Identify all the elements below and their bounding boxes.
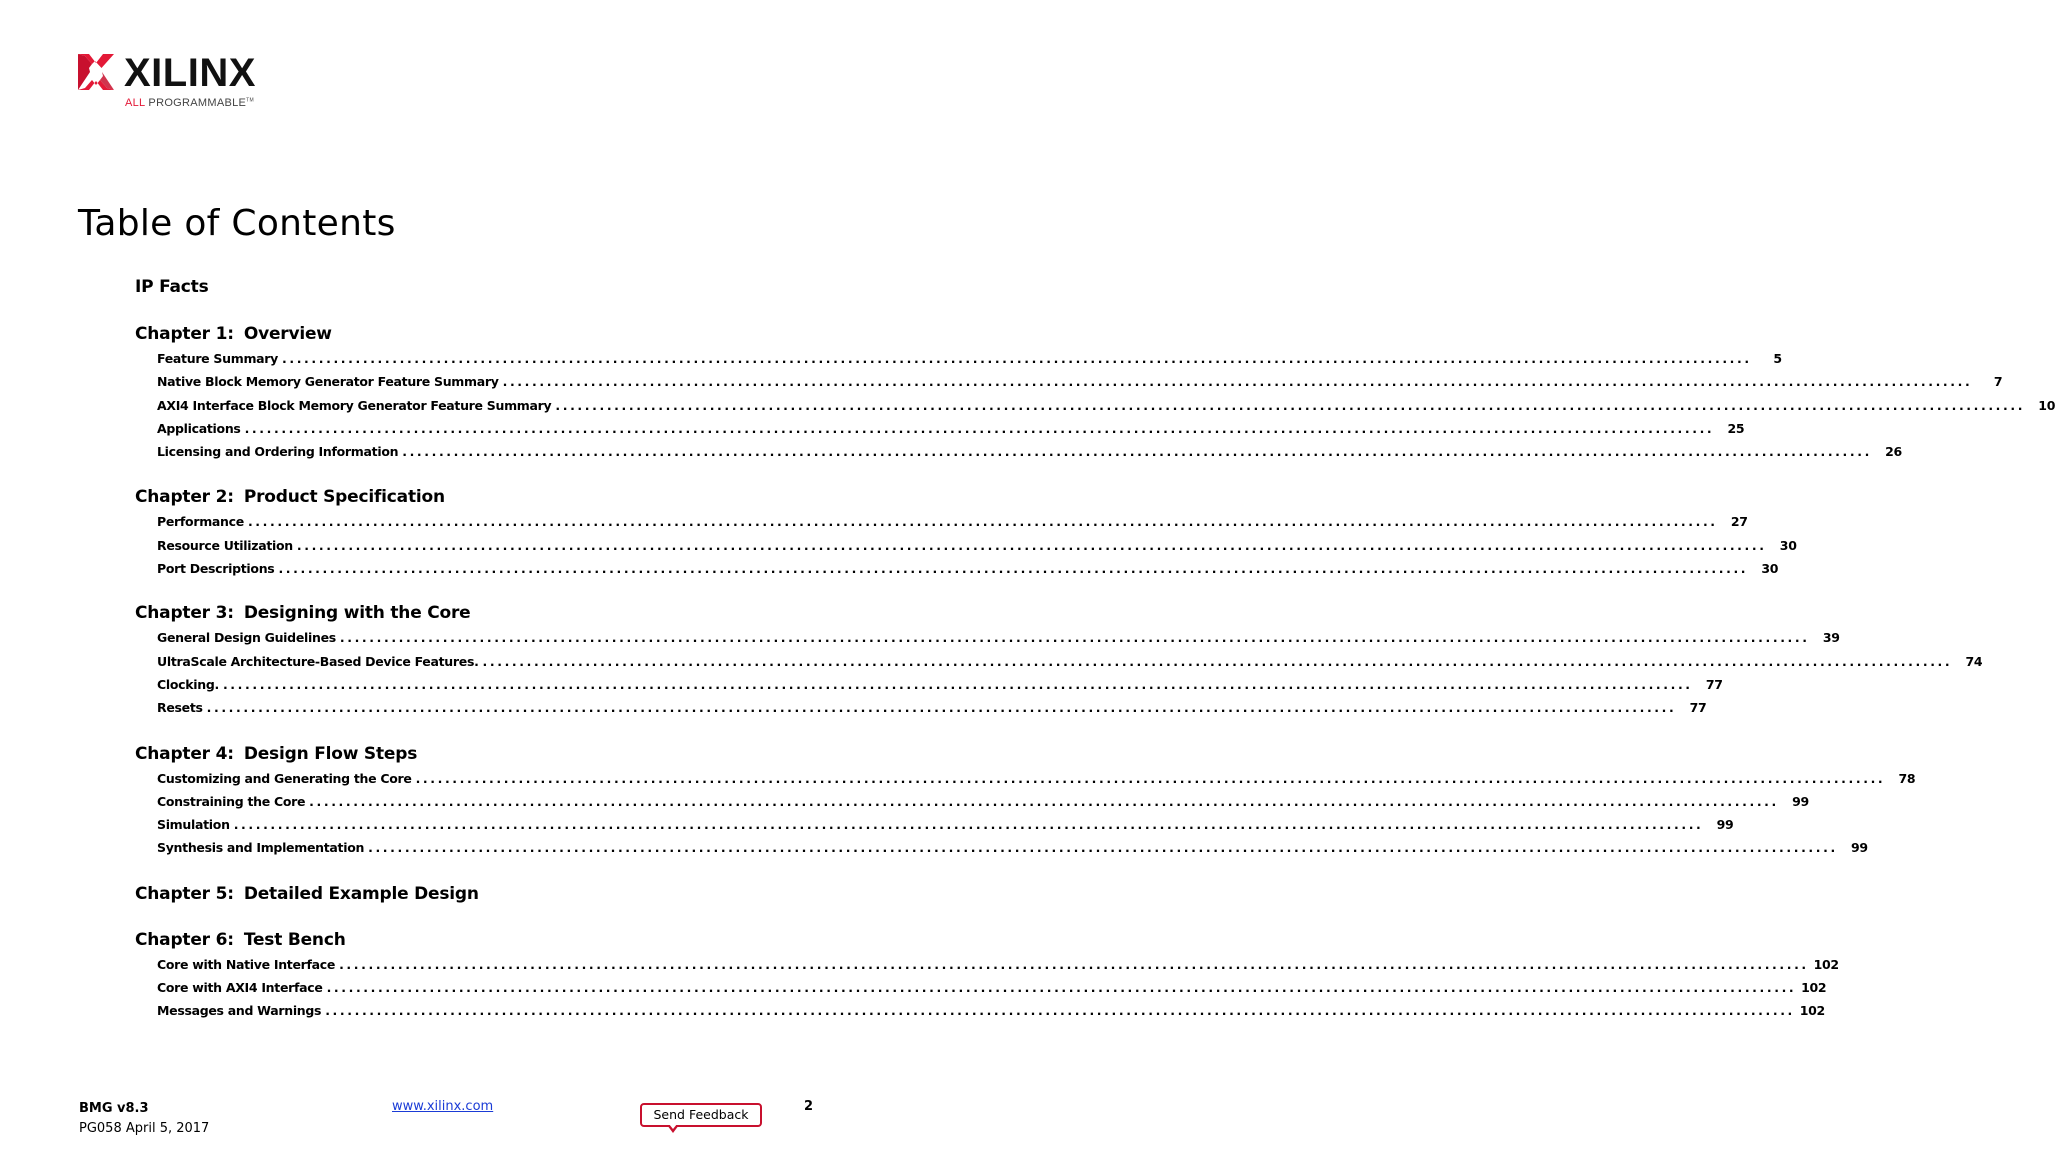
page-title: Table of Contents: [78, 203, 396, 244]
toc-entry[interactable]: [157, 650, 1983, 673]
send-feedback-button[interactable]: Send Feedback: [640, 1103, 762, 1127]
chapter-heading[interactable]: [135, 741, 815, 767]
dot-leader: ........................................................................................................................................................................................................: [502, 374, 1973, 390]
chapter-name: Designing with the Core: [243, 603, 471, 624]
toc-entry[interactable]: [157, 534, 1797, 557]
toc-entry-page: 78: [1898, 770, 1916, 786]
chapter-section: [135, 600, 1983, 719]
toc-entry[interactable]: [157, 417, 1745, 440]
chapter-label: Chapter 5:: [135, 883, 234, 904]
toc-entry-page: 102: [1799, 1003, 1825, 1019]
toc-entry-page: 99: [1792, 793, 1809, 809]
chapter-label: Chapter 2:: [135, 487, 234, 508]
toc-entry-title: Core with Native Interface: [157, 956, 336, 972]
toc-entry-list: [157, 510, 1797, 580]
chapter-heading[interactable]: [135, 927, 815, 953]
toc-entry-page: 39: [1822, 630, 1840, 646]
toc-entry-page: 102: [1813, 956, 1839, 972]
footer-doc-info: [79, 1099, 209, 1139]
footer-page-number: 2: [804, 1099, 814, 1114]
chapter-label: Chapter 1:: [135, 324, 234, 344]
toc-entry-title: Applications: [157, 420, 241, 436]
logo-wordmark: XILINX: [124, 51, 256, 95]
chapter-section: [135, 881, 815, 907]
toc-entry-title: UltraScale Architecture-Based Device Features.: [157, 653, 479, 669]
toc-entry-title: Resets: [157, 700, 203, 716]
toc-entry-title: Synthesis and Implementation: [157, 840, 365, 856]
feedback-bubble-tail-inner: [669, 1124, 677, 1129]
toc-entry-list: [157, 347, 2055, 463]
toc-entry-title: Port Descriptions: [157, 561, 275, 577]
toc-entry[interactable]: [157, 440, 1902, 463]
toc-entry-list: [157, 767, 1916, 860]
dot-leader: ........................................................................................................................................................................................................: [296, 537, 1767, 553]
toc-entry[interactable]: [157, 790, 1809, 813]
toc-entry-page: 74: [1965, 653, 1983, 669]
chapter-section: [135, 927, 1839, 1023]
chapter-heading[interactable]: [135, 484, 815, 510]
toc-entry-page: 26: [1885, 444, 1902, 460]
toc-entry[interactable]: [157, 767, 1916, 790]
chapter-name: Product Specification: [243, 487, 445, 508]
toc-entry-title: Resource Utilization: [157, 537, 293, 553]
chapter-heading[interactable]: [135, 600, 815, 626]
dot-leader: ........................................................................................................................................................................................................: [247, 514, 1718, 530]
toc-entry-list: [157, 626, 1983, 719]
dot-leader: ........................................................................................................................................................................................................: [482, 653, 1953, 669]
dot-leader: ........................................................................................................................................................................................................: [278, 561, 1749, 577]
toc-entry-page: 99: [1851, 840, 1868, 856]
chapter-name: Overview: [243, 324, 332, 344]
toc-entry[interactable]: [157, 347, 1782, 370]
xilinx-mark-icon: [78, 54, 114, 90]
toc-entry[interactable]: [157, 370, 2003, 393]
chapter-section: [135, 741, 1916, 860]
toc-entry-page: 25: [1727, 420, 1745, 436]
chapter-label: Chapter 3:: [135, 603, 234, 624]
dot-leader: ........................................................................................................................................................................................................: [402, 444, 1872, 460]
toc-entry-title: AXI4 Interface Block Memory Generator Feature Summary: [157, 397, 552, 413]
toc-entry-title: Performance: [157, 514, 244, 530]
table-of-contents: [135, 274, 2055, 1043]
toc-entry[interactable]: [157, 510, 1748, 533]
footer-website-link[interactable]: www.xilinx.com: [392, 1099, 494, 1114]
chapter-label: IP Facts: [135, 277, 209, 297]
chapter-heading[interactable]: [135, 321, 815, 347]
logo-tagline: ALL PROGRAMMABLE™: [125, 97, 254, 109]
toc-entry-title: Simulation: [157, 817, 230, 833]
dot-leader: ........................................................................................................................................................................................................: [222, 676, 1693, 692]
toc-entry-title: General Design Guidelines: [157, 630, 336, 646]
toc-entry[interactable]: [157, 673, 1723, 696]
toc-entry-title: Feature Summary: [157, 351, 279, 366]
xilinx-logo: [78, 52, 278, 112]
toc-entry[interactable]: [157, 999, 1825, 1022]
toc-entry-title: Core with AXI4 Interface: [157, 980, 323, 996]
toc-entry[interactable]: [157, 836, 1868, 859]
toc-entry-title: Native Block Memory Generator Feature Summary: [157, 374, 499, 390]
toc-entry-page: 77: [1689, 700, 1707, 716]
footer-product: BMG v8.3: [79, 1101, 149, 1116]
dot-leader: ........................................................................................................................................................................................................: [325, 1003, 1795, 1019]
toc-entry-page: 30: [1761, 561, 1779, 577]
toc-entry-page: 99: [1716, 817, 1734, 833]
dot-leader: ........................................................................................................................................................................................................: [368, 840, 1838, 856]
dot-leader: ........................................................................................................................................................................................................: [244, 420, 1715, 436]
toc-entry[interactable]: [157, 696, 1707, 719]
toc-entry-list: [157, 953, 1839, 1023]
toc-entry-page: 30: [1779, 537, 1797, 553]
toc-entry[interactable]: [157, 976, 1827, 999]
toc-entry-page: 77: [1705, 676, 1723, 692]
toc-entry[interactable]: [157, 626, 1840, 649]
toc-entry[interactable]: [157, 953, 1839, 976]
footer-doc-id: PG058 April 5, 2017: [79, 1121, 210, 1136]
dot-leader: ........................................................................................................................................................................................................: [233, 817, 1704, 833]
chapter-heading[interactable]: [135, 881, 815, 907]
toc-entry-page: 5: [1773, 351, 1782, 366]
chapter-label: Chapter 4:: [135, 743, 234, 764]
chapter-section: [135, 321, 2055, 463]
toc-entry[interactable]: [157, 557, 1779, 580]
toc-entry[interactable]: [157, 813, 1734, 836]
dot-leader: ........................................................................................................................................................................................................: [339, 630, 1810, 646]
toc-entry-title: Messages and Warnings: [157, 1003, 322, 1019]
dot-leader: ........................................................................................................................................................................................................: [309, 793, 1779, 809]
toc-entry-page: 10: [2038, 397, 2055, 413]
dot-leader: ........................................................................................................................................................................................................: [339, 956, 1809, 972]
chapter-name: Design Flow Steps: [243, 743, 418, 764]
dot-leader: ........................................................................................................................................................................................................: [555, 397, 2026, 413]
dot-leader: ........................................................................................................................................................................................................: [326, 980, 1797, 996]
dot-leader: ........................................................................................................................................................................................................: [206, 700, 1677, 716]
dot-leader: ........................................................................................................................................................................................................: [282, 351, 1752, 366]
chapter-section: [135, 274, 815, 300]
toc-entry-page: 27: [1730, 514, 1748, 530]
toc-entry-title: Constraining the Core: [157, 793, 306, 809]
chapter-section: [135, 484, 1797, 580]
toc-entry-page: 102: [1801, 980, 1827, 996]
chapter-heading[interactable]: [135, 274, 815, 300]
toc-entry-title: Licensing and Ordering Information: [157, 444, 399, 460]
toc-entry-page: 7: [1993, 374, 2003, 390]
chapter-label: Chapter 6:: [135, 929, 234, 950]
toc-entry[interactable]: [157, 394, 2055, 417]
chapter-name: Detailed Example Design: [243, 883, 479, 904]
toc-entry-title: Clocking.: [157, 676, 219, 692]
toc-entry-title: Customizing and Generating the Core: [157, 770, 412, 786]
dot-leader: ........................................................................................................................................................................................................: [415, 770, 1886, 786]
chapter-name: Test Bench: [243, 929, 346, 950]
